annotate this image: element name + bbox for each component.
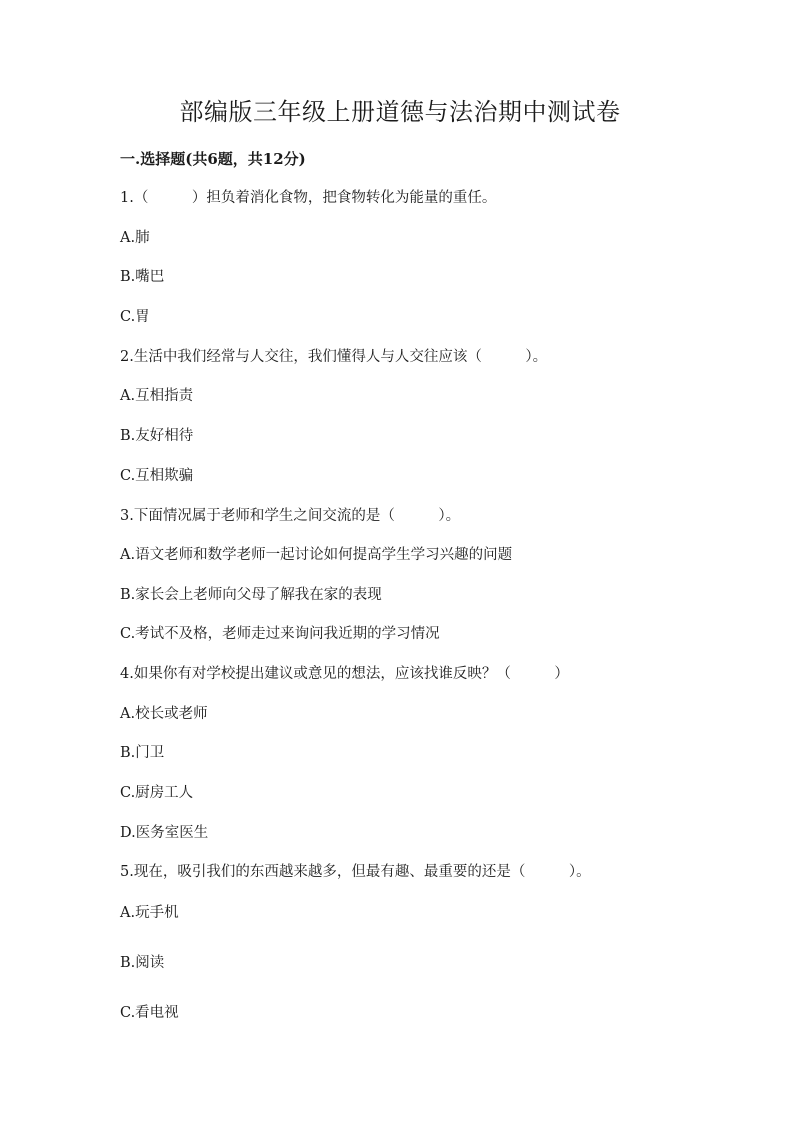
question-1-stem: 1.（ ）担负着消化食物，把食物转化为能量的重任。 <box>120 190 497 206</box>
question-5-option-a: A.玩手机 <box>120 905 179 921</box>
question-2-option-a: A.互相指责 <box>120 388 194 404</box>
question-4-option-c: C.厨房工人 <box>120 785 194 801</box>
question-5-option-b: B.阅读 <box>120 955 165 971</box>
question-4-option-a: A.校长或老师 <box>120 706 208 722</box>
question-2-stem: 2.生活中我们经常与人交往，我们懂得人与人交往应该（ ）。 <box>120 349 548 365</box>
question-4-option-b: B.门卫 <box>120 745 165 761</box>
question-1-option-a: A.肺 <box>120 230 150 246</box>
question-5-stem: 5.现在，吸引我们的东西越来越多，但最有趣、最重要的还是（ ）。 <box>120 864 591 880</box>
question-2-option-c: C.互相欺骗 <box>120 468 194 484</box>
question-4-stem: 4.如果你有对学校提出建议或意见的想法，应该找谁反映？（ ） <box>120 666 569 682</box>
question-1-option-c: C.胃 <box>120 309 150 325</box>
question-3-option-b: B.家长会上老师向父母了解我在家的表现 <box>120 587 382 603</box>
question-3-option-a: A.语文老师和数学老师一起讨论如何提高学生学习兴趣的问题 <box>120 547 513 563</box>
page-title: 部编版三年级上册道德与法治期中测试卷 <box>179 98 621 126</box>
section-heading: 一.选择题(共6题，共12分) <box>120 150 306 168</box>
question-4-option-d: D.医务室医生 <box>120 825 209 841</box>
question-3-option-c: C.考试不及格，老师走过来询问我近期的学习情况 <box>120 626 440 642</box>
question-5-option-c: C.看电视 <box>120 1005 179 1021</box>
question-3-stem: 3.下面情况属于老师和学生之间交流的是（ ）。 <box>120 508 461 524</box>
question-1-option-b: B.嘴巴 <box>120 269 165 285</box>
question-2-option-b: B.友好相待 <box>120 428 194 444</box>
